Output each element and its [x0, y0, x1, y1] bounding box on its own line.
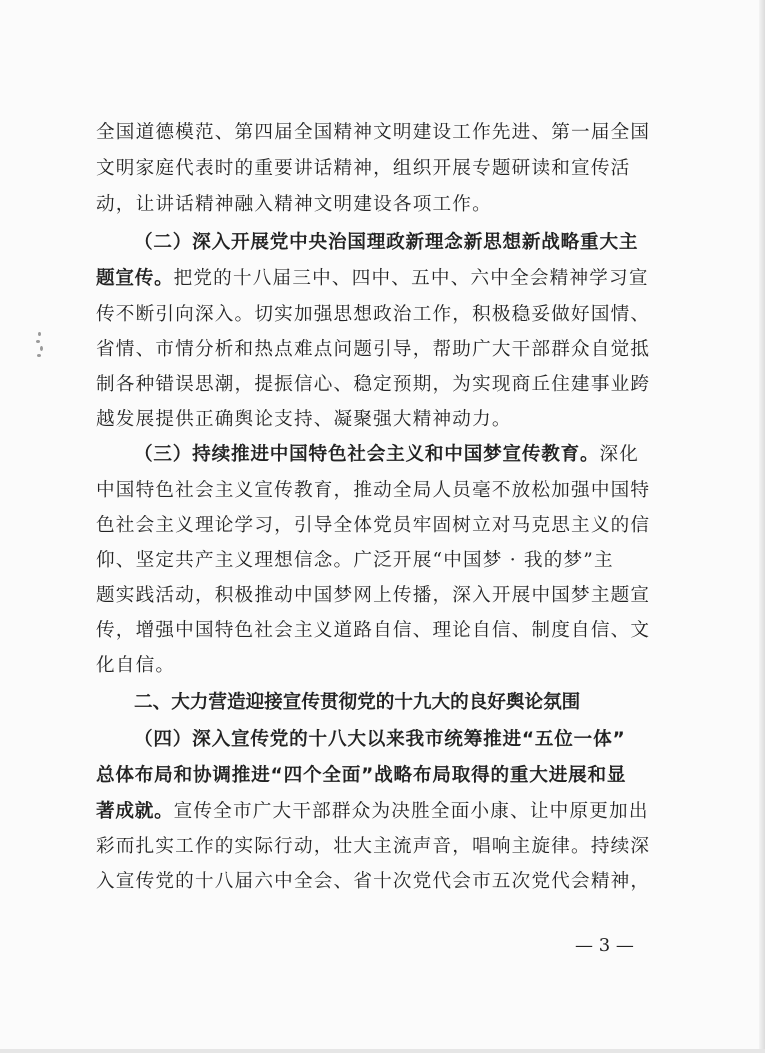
- section-3-line-rest: 深化: [599, 444, 640, 465]
- section-4-title: （四）深入宣传党的十八大以来我市统筹推进“五位一体”: [134, 729, 626, 750]
- text-line: 全国道德模范、第四届全国精神文明建设工作先进、第一届全国: [96, 122, 651, 143]
- text-line: 彩而扎实工作的实际行动，壮大主流声音，唱响主旋律。持续深: [96, 836, 651, 857]
- text-line: 题实践活动，积极推动中国梦网上传播，深入开展中国梦主题宣: [96, 585, 651, 606]
- section-4-title-end: 著成就。: [96, 801, 174, 822]
- text-line: 省情、市情分析和热点难点问题引导，帮助广大干部群众自觉抵: [96, 339, 651, 360]
- text-line: 仰、坚定共产主义理想信念。广泛开展“中国梦 · 我的梦”主: [96, 550, 614, 571]
- text-line: 制各种错误思潮，提振信心、稳定预期，为实现商丘住建事业跨: [96, 374, 651, 395]
- page-number: — 3 —: [575, 935, 634, 956]
- section-2-line-rest: 把党的十八届三中、四中、五中、六中全会精神学习宣: [173, 268, 649, 289]
- text-line: 动，让讲话精神融入精神文明建设各项工作。: [96, 194, 492, 215]
- text-line: 传，增强中国特色社会主义道路自信、理论自信、制度自信、文: [96, 620, 651, 641]
- scan-edge: [759, 0, 765, 1053]
- text-line: [96, 801, 649, 823]
- part-2-heading: 二、大力营造迎接宣传贯彻党的十九大的良好舆论氛围: [134, 692, 581, 713]
- text-line: 入宣传党的十八届六中全会、省十次党代会市五次党代会精神，: [96, 871, 651, 892]
- text-line: 化自信。: [96, 655, 176, 676]
- scan-edge-bottom: [0, 1049, 765, 1053]
- text-line: 文明家庭代表时的重要讲话精神，组织开展专题研读和宣传活: [96, 158, 631, 179]
- text-line: [134, 444, 639, 466]
- section-3-title: （三）持续推进中国特色社会主义和中国梦宣传教育。: [134, 444, 600, 465]
- section-4-line-rest: 宣传全市广大干部群众为决胜全面小康、让中原更加出: [173, 801, 649, 822]
- text-line: 传不断引向深入。切实加强思想政治工作，积极稳妥做好国情、: [96, 304, 651, 325]
- text-line: 中国特色社会主义宣传教育，推动全局人员毫不放松加强中国特: [96, 480, 651, 501]
- section-4-title: 总体布局和协调推进“四个全面”战略布局取得的重大进展和显: [96, 765, 627, 786]
- section-2-title-end: 题宣传。: [96, 268, 174, 289]
- text-line: 越发展提供正确舆论支持、凝聚强大精神动力。: [96, 409, 512, 430]
- text-line: [96, 268, 649, 290]
- scan-speck: [36, 332, 44, 360]
- section-2-title: （二）深入开展党中央治国理政新理念新思想新战略重大主: [134, 232, 639, 253]
- text-line: 色社会主义理论学习，引导全体党员牢固树立对马克思主义的信: [96, 515, 651, 536]
